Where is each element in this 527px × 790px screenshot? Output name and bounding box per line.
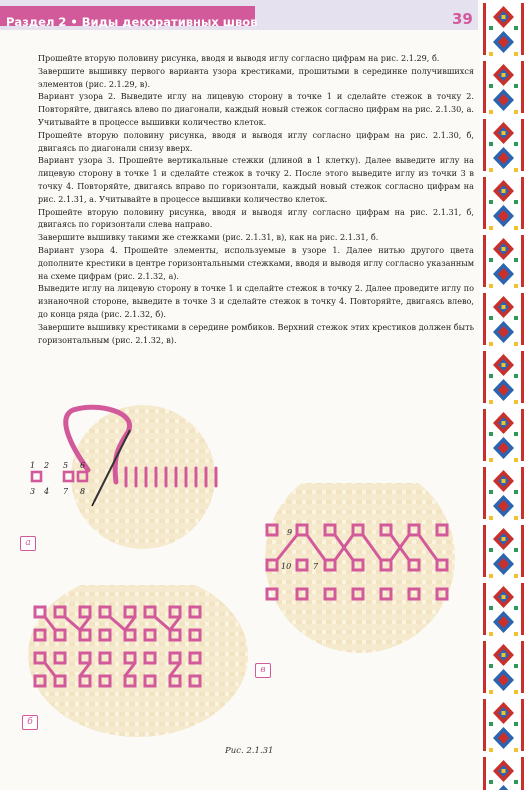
page-header (0, 0, 478, 30)
paragraph: Завершите вышивку такими же стежками (рис. 2.1.31, в), как на рис. 2.1.31, б. (38, 232, 379, 243)
stitch-number: 6 (80, 461, 86, 470)
paragraph: Выведите иглу на лицевую сторону в точке 1 и сделайте стежок в точку 2. Далее проведите иглу по изнаночной стороне, выведите в точке 3 и сделайте стежок в точку 4. Повторяйте, двигаясь влево, до конца ряда (рис. 2.1.32, б). (38, 283, 474, 319)
stitch-number: 10 (281, 562, 292, 571)
stitch-number: 4 (44, 487, 50, 496)
stitch-number: 9 (287, 528, 293, 537)
paragraph: Завершите вышивку крестиками в середине ромбиков. Верхний стежок этих крестиков должен быть горизонтальным (рис. 2.1.32, в). (38, 321, 474, 345)
figure-a-canvas (18, 392, 233, 552)
stitch-number: 3 (30, 487, 36, 496)
stitch-number: 8 (80, 487, 86, 496)
figure-v (255, 483, 475, 687)
paragraph: Прошейте вторую половину рисунка, вводя и выводя иглу согласно цифрам на рис. 2.1.31, б, двигаясь по горизонтали слева направо. (38, 206, 474, 230)
ornament-border (480, 0, 527, 790)
stitch-number: 7 (63, 487, 69, 496)
paragraph: Вариант узора 2. Выведите иглу на лицевую сторону в точке 1 и сделайте стежок в точку 2. Повторяйте, двигаясь влево по диагонали, каждый новый стежок согласно цифрам на рис. 2.1.30, а. Учитывайте в процессе вышивки количество клеток. (38, 91, 474, 127)
page-number: 39 (452, 10, 473, 28)
figure-label-b: б (22, 715, 38, 730)
stitch-number: 2 (44, 461, 50, 470)
figure-b (18, 585, 248, 744)
figure-caption: Рис. 2.1.31 (225, 746, 274, 756)
stitch-number: 7 (313, 562, 319, 571)
paragraph: Вариант узора 4. Прошейте элементы, используемые в узоре 1. Далее нитью другого цвета дополните крестики в центре горизонтальными стежками, вводя и выводя иглу согласно указанным на схеме цифрам (рис. 2.1.32, а). (38, 244, 474, 281)
figure-b-canvas (18, 585, 248, 740)
stitch-number: 1 (30, 461, 36, 470)
figure-a (18, 392, 233, 556)
paragraph: Прошейте вторую половину рисунка, вводя и выводя иглу согласно цифрам на рис. 2.1.30, б, двигаясь по диагонали снизу вверх. (38, 129, 474, 153)
body-text (38, 52, 474, 346)
paragraph: Прошейте вторую половину рисунка, вводя и выводя иглу согласно цифрам на рис. 2.1.29, б. (38, 53, 440, 63)
figure-v-canvas (255, 483, 475, 683)
header-band (0, 6, 258, 29)
stitch-number: 5 (63, 461, 69, 470)
paragraph: Завершите вышивку первого варианта узора крестиками, прошитыми в серединке получившихся элементов (рис. 2.1.29, в). (38, 65, 474, 89)
figure-label-a: а (20, 536, 36, 551)
figure-label-v: в (255, 663, 271, 678)
paragraph: Вариант узора 3. Прошейте вертикальные стежки (длиной в 1 клетку). Далее выведите иглу на лицевую сторону в точке 1 и сделайте стежок в точку 2. После этого выведите иглу из точки 3 в точку 4. Повторяйте, двигаясь вправо по горизонтали, каждый новый стежок согласно цифрам на рис. 2.1.31, а. Учитывайте в процессе вышивки количество клеток. (38, 155, 474, 204)
section-title: Раздел 2 • Виды декоративных швов (6, 15, 258, 29)
